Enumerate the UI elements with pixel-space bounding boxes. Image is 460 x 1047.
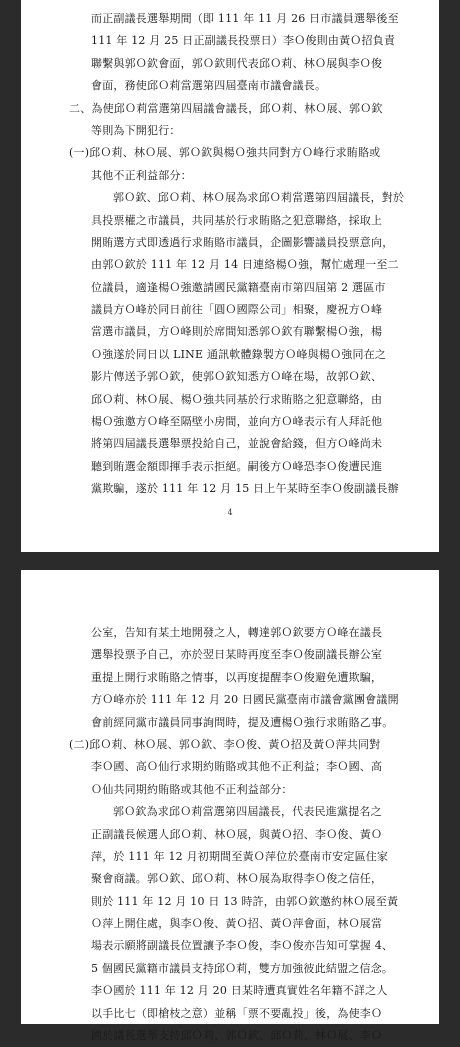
text-line: 5 個國民黨籍市議員支持邱Ｏ莉，雙方加強彼此結盟之信念。 xyxy=(91,961,394,975)
text-line: 聚會商議。郭Ｏ欽、邱Ｏ莉、林Ｏ展為取得李Ｏ俊之信任， xyxy=(91,872,383,886)
text-line: 場表示願將副議長位置讓予李Ｏ俊，李Ｏ俊亦告知可掌握 4、 xyxy=(91,939,394,953)
text-line: (二)邱Ｏ莉、林Ｏ展、郭Ｏ欽、李Ｏ俊、黃Ｏ招及黃Ｏ萍共同對 xyxy=(69,737,381,751)
text-line: 聽到賄選金額即揮手表示拒絕。嗣後方Ｏ峰恐李Ｏ俊遭民進 xyxy=(91,459,383,473)
text-line: 當選市議員，方Ｏ峰則於席間知悉郭Ｏ欽有聯繫楊Ｏ強，楊 xyxy=(91,325,383,339)
page-number: 4 xyxy=(227,508,233,517)
text-line: 聯繫與郭Ｏ欽會面，郭Ｏ欽則代表邱Ｏ莉、林Ｏ展與李Ｏ俊 xyxy=(91,56,383,70)
text-line: (一)邱Ｏ莉、林Ｏ展、郭Ｏ欽與楊Ｏ強共同對方Ｏ峰行求賄賂或 xyxy=(69,146,381,160)
text-line: 111 年 12 月 25 日正副議長投票日）李Ｏ俊則由黃Ｏ招負責 xyxy=(91,34,396,48)
text-line: 正副議長候選人邱Ｏ莉、林Ｏ展，與黃Ｏ招、李Ｏ俊、黃Ｏ xyxy=(91,827,383,841)
page-1-text-body xyxy=(69,8,405,501)
text-line: 具投票權之市議員，共同基於行求賄賂之犯意聯絡，採取上 xyxy=(91,213,383,227)
text-line: Ｏ強遂於同日以 LINE 通訊軟體錄製方Ｏ峰與楊Ｏ強同在之 xyxy=(91,347,387,361)
text-line: 而正副議長選舉期間（即 111 年 11 月 26 日市議員選舉後至 xyxy=(91,12,399,25)
text-line: 公室，告知有某土地開發之人，轉達郭Ｏ欽要方Ｏ峰在議長 xyxy=(91,626,383,639)
text-line: 會面，務使邱Ｏ莉當選第四屆臺南市議會議長。 xyxy=(91,79,327,93)
text-line: 邱Ｏ莉、林Ｏ展、楊Ｏ強共同基於行求賄賂之犯意聯絡，由 xyxy=(91,392,383,406)
text-line: 李Ｏ國、高Ｏ仙行求期約賄賂或其他不正利益；李Ｏ國、高 xyxy=(91,760,383,774)
document-page-1 xyxy=(21,0,439,552)
text-line: 議員方Ｏ峰於同日前往「圓Ｏ國際公司」相聚，慶祝方Ｏ峰 xyxy=(91,303,383,317)
text-line: 黨欺騙，遂於 111 年 12 月 15 日上午某時至李Ｏ俊副議長辦 xyxy=(91,482,399,496)
text-line: 方Ｏ峰亦於 111 年 12 月 20 日國民黨臺南市議會黨團會議開 xyxy=(91,693,399,707)
text-line: 位議員，適逢楊Ｏ強邀請國民黨籍臺南市第四屆第 2 選區市 xyxy=(91,280,386,294)
text-line: 影片傳送予郭Ｏ欽，使郭Ｏ欽知悉方Ｏ峰在場，故郭Ｏ欽、 xyxy=(91,370,383,384)
text-line: 以手比七（即槍枝之意）並稱「票不要亂投」後，為使李Ｏ xyxy=(91,1006,383,1020)
text-line: 郭Ｏ欽、邱Ｏ莉、林Ｏ展為求邱Ｏ莉當選第四屆議長，對於 xyxy=(113,191,405,205)
text-line: Ｏ仙共同期約賄賂或其他不正利益部分： xyxy=(91,782,293,796)
text-line: 會前經同黨市議員同事詢問時，提及遭楊Ｏ強行求賄賂乙事。 xyxy=(91,715,394,729)
text-line: 郭Ｏ欽為求邱Ｏ莉當選第四屆議長，代表民進黨提名之 xyxy=(113,805,382,819)
text-line: 等則為下開犯行： xyxy=(91,123,181,137)
text-line: 則於 111 年 12 月 10 日 13 時許，由郭Ｏ欽邀約林Ｏ展至黃 xyxy=(91,894,399,908)
text-line: 李Ｏ國於 111 年 12 月 20 日某時遭真實姓名年籍不詳之人 xyxy=(91,984,388,998)
text-line: 其他不正利益部分： xyxy=(91,168,192,182)
text-line: 將第四屆議長選舉票投給自己，並說會給錢，但方Ｏ峰尚未 xyxy=(91,437,383,451)
document-page-2 xyxy=(21,570,439,1043)
text-line: 楊Ｏ強邀方Ｏ峰至隔壁小房間，並向方Ｏ峰表示有人拜託他 xyxy=(91,415,383,429)
text-line: 國於議長選舉支持邱Ｏ莉，郭Ｏ欽、邱Ｏ莉、林Ｏ展、李Ｏ xyxy=(91,1029,383,1043)
text-line: 萍，於 111 年 12 月初期間至黃Ｏ萍位於臺南市安定區住家 xyxy=(91,849,389,863)
text-line: 二、為使邱Ｏ莉當選第四屆議會議長，邱Ｏ莉、林Ｏ展、郭Ｏ欽 xyxy=(69,101,383,115)
text-line: 重提上開行求賄賂之情事，以再度提醒李Ｏ俊避免遭欺騙， xyxy=(91,670,383,684)
text-line: Ｏ萍上開住處，與李Ｏ俊、黃Ｏ招、黃Ｏ萍會面，林Ｏ展當 xyxy=(91,917,383,931)
text-line: 開賄選方式即透過行求賄賂市議員，企圖影響議員投票意向， xyxy=(91,235,394,249)
page-2-text-body xyxy=(69,622,399,1047)
text-line: 由郭Ｏ欽於 111 年 12 月 14 日連絡楊Ｏ強，幫忙處理一至二 xyxy=(91,258,399,272)
text-line: 選舉投票予自己，亦於翌日某時再度至李Ｏ俊副議長辦公室 xyxy=(91,648,383,662)
